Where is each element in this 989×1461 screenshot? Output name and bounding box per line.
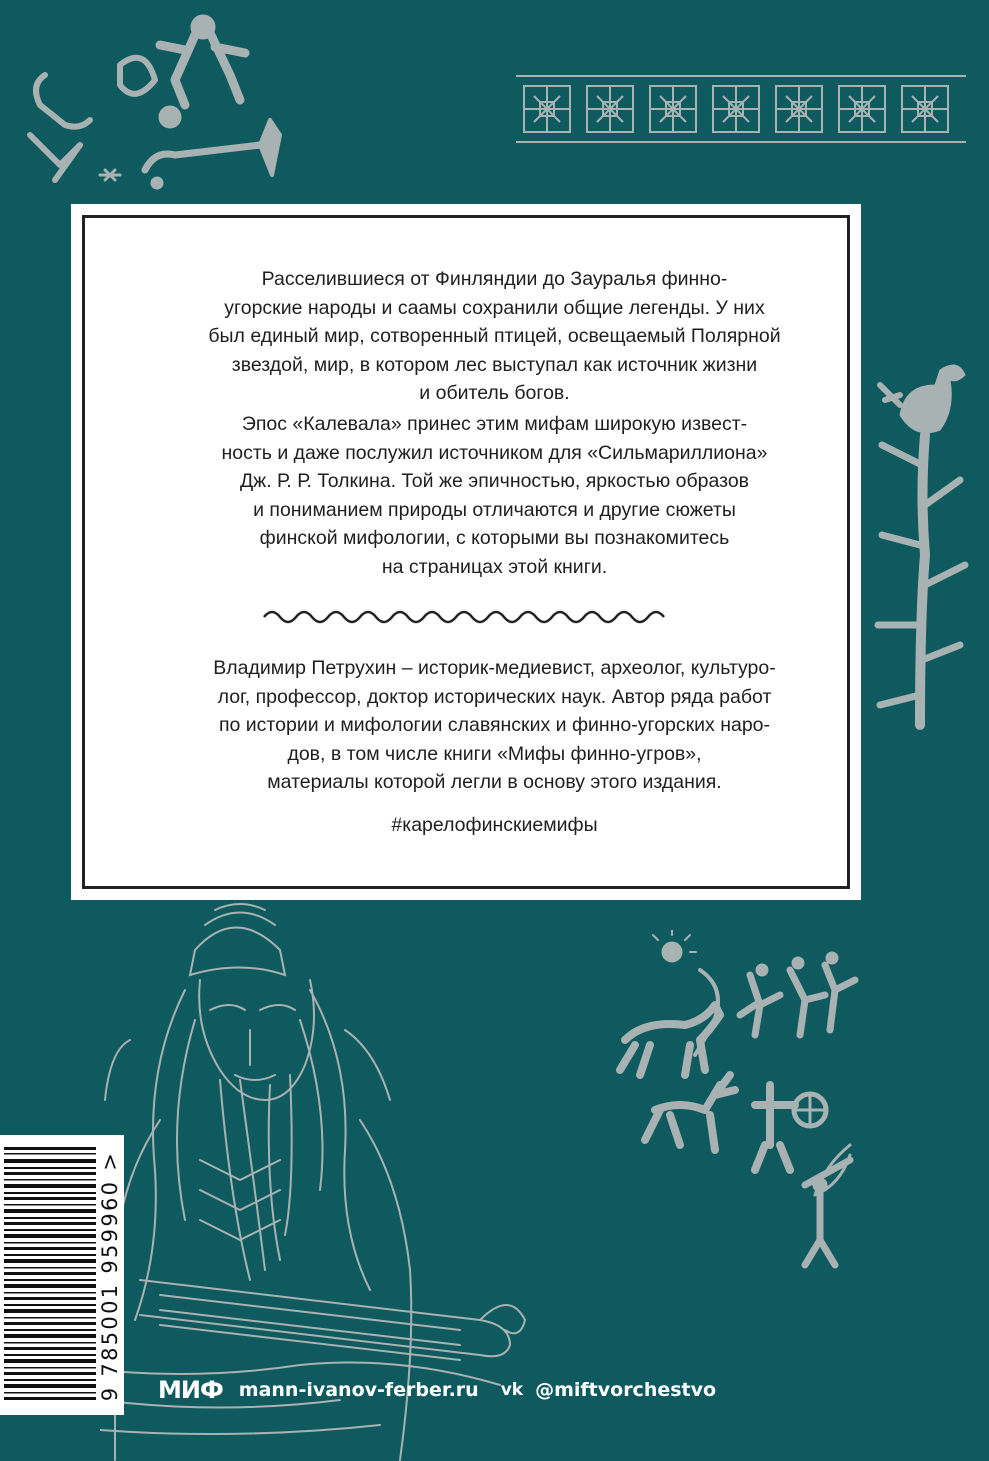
text-line: угорские народы и саамы сохранили общие легенды. У них (224, 296, 765, 319)
text-line: материалы которой легли в основу этого издания. (267, 771, 722, 793)
description-paragraph-1 (0, 265, 989, 408)
text-line: и обитель богов. (419, 382, 570, 404)
text-line: Расселившиеся от Финляндии до Зауралья финно- (261, 268, 728, 290)
publisher-logo: МИФ (158, 1376, 223, 1404)
text-line: и пониманием природы отличаются и другие сюжеты (253, 498, 736, 521)
publisher-website-link[interactable]: mann-ivanov-ferber.ru (238, 1379, 479, 1401)
text-line: лог, профессор, доктор исторических наук. Автор ряда работ (217, 685, 772, 708)
hunting-petroglyphs-bottom-right (610, 930, 870, 1270)
text-line: на страницах этой книги. (381, 555, 608, 578)
text-line: Эпос «Калевала» принес этим мифам широкую извест- (241, 413, 748, 435)
text-line: звездой, мир, в котором лес выступал как источник жизни (231, 353, 758, 376)
text-line: по истории и мифологии славянских и финно-угорских наро- (218, 714, 771, 736)
text-line: финской мифологии, с которыми вы познакомитесь (259, 527, 730, 549)
author-bio (0, 654, 989, 797)
vk-icon: vk (500, 1380, 524, 1400)
isbn-digits-text: 9 785001 959960 > (98, 1150, 122, 1402)
text-line: дов, в том числе книги «Мифы финно-угров», (287, 742, 702, 765)
hashtag: #карелофинскиемифы (391, 814, 598, 836)
text-line: был единый мир, сотворенный птицей, освещаемый Полярной (208, 325, 781, 347)
publisher-footer (158, 1370, 716, 1410)
social-handle-link[interactable]: @miftvorchestvo (535, 1379, 717, 1401)
isbn-number (96, 1136, 124, 1416)
petroglyph-figures-top-left (25, 5, 295, 195)
ornament-band-top-right (516, 74, 966, 144)
wave-divider (262, 603, 674, 636)
description-paragraph-2 (0, 410, 989, 581)
text-line: Владимир Петрухин – историк-медиевист, археолог, культуро- (213, 657, 776, 679)
text-line: Дж. Р. Р. Толкина. Той же эпичностью, яркостью образов (239, 470, 750, 492)
text-line: ность и даже послужил источником для «Сильмариллиона» (221, 441, 768, 464)
